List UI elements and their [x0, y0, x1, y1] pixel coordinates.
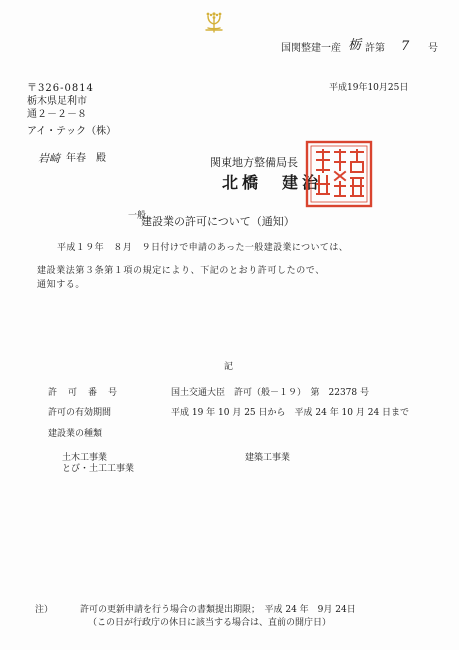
recipient-name-handwritten: 岩崎 — [38, 152, 60, 165]
recipient-address-1: 栃木県足利市 — [27, 96, 87, 107]
recipient-postal: 〒326-0814 — [27, 83, 94, 94]
permit-suffix: 号 — [428, 43, 438, 54]
permit-label: 許第 — [365, 43, 385, 54]
note-line-2: （この日が行政庁の休日に該当する場合は、直前の開庁日） — [88, 618, 332, 628]
note-line-1: 許可の更新申請を行う場合の書類提出期限； 平成 24 年 9月 24日 — [80, 605, 356, 615]
subject-title: 建設業の許可について（通知） — [141, 215, 295, 228]
business-types-label: 建設業の種類 — [48, 429, 103, 439]
recipient-name-printed: 年春 殿 — [66, 153, 106, 164]
validity-value: 平成 19 年 10 月 25 日から 平成 24 年 10 月 24 日まで — [171, 408, 410, 418]
sender-name: 北橋 建治 — [222, 173, 323, 192]
business-type-item: 土木工事業 — [62, 453, 108, 463]
recipient-address-2: 通２－２－８ — [27, 109, 87, 120]
permit-number-value: 国土交通大臣 許可（般－１９） 第 22378 号 — [171, 388, 369, 398]
validity-label: 許可の有効期間 — [48, 408, 112, 418]
body-line-3: 通知する。 — [37, 280, 86, 290]
body-line-1: 平成１９年 ８月 ９日付けで申請のあった一般建設業については、 — [57, 243, 349, 253]
subject-prefix: 一般 — [128, 211, 147, 221]
permit-handwritten-char: 栃 — [348, 38, 362, 53]
issue-date: 平成19年10月25日 — [329, 83, 409, 93]
note-marker: 注） — [35, 605, 54, 615]
permit-number-label: 許 可 番 号 — [48, 388, 119, 398]
business-type-item: とび・土工工事業 — [62, 464, 135, 474]
record-heading: 記 — [224, 362, 234, 372]
business-type-item: 建築工事業 — [245, 453, 291, 463]
kiri-crest-icon — [203, 10, 225, 34]
permit-number: 7 — [401, 39, 410, 54]
recipient-company: アイ・テック（株） — [27, 126, 117, 137]
sender-title: 関東地方整備局長 — [210, 156, 298, 169]
permit-prefix: 国関整建一産 — [281, 43, 341, 54]
body-line-2: 建設業法第３条第１項の規定により、下記のとおり許可したので、 — [37, 266, 325, 276]
official-seal-icon — [305, 140, 373, 208]
